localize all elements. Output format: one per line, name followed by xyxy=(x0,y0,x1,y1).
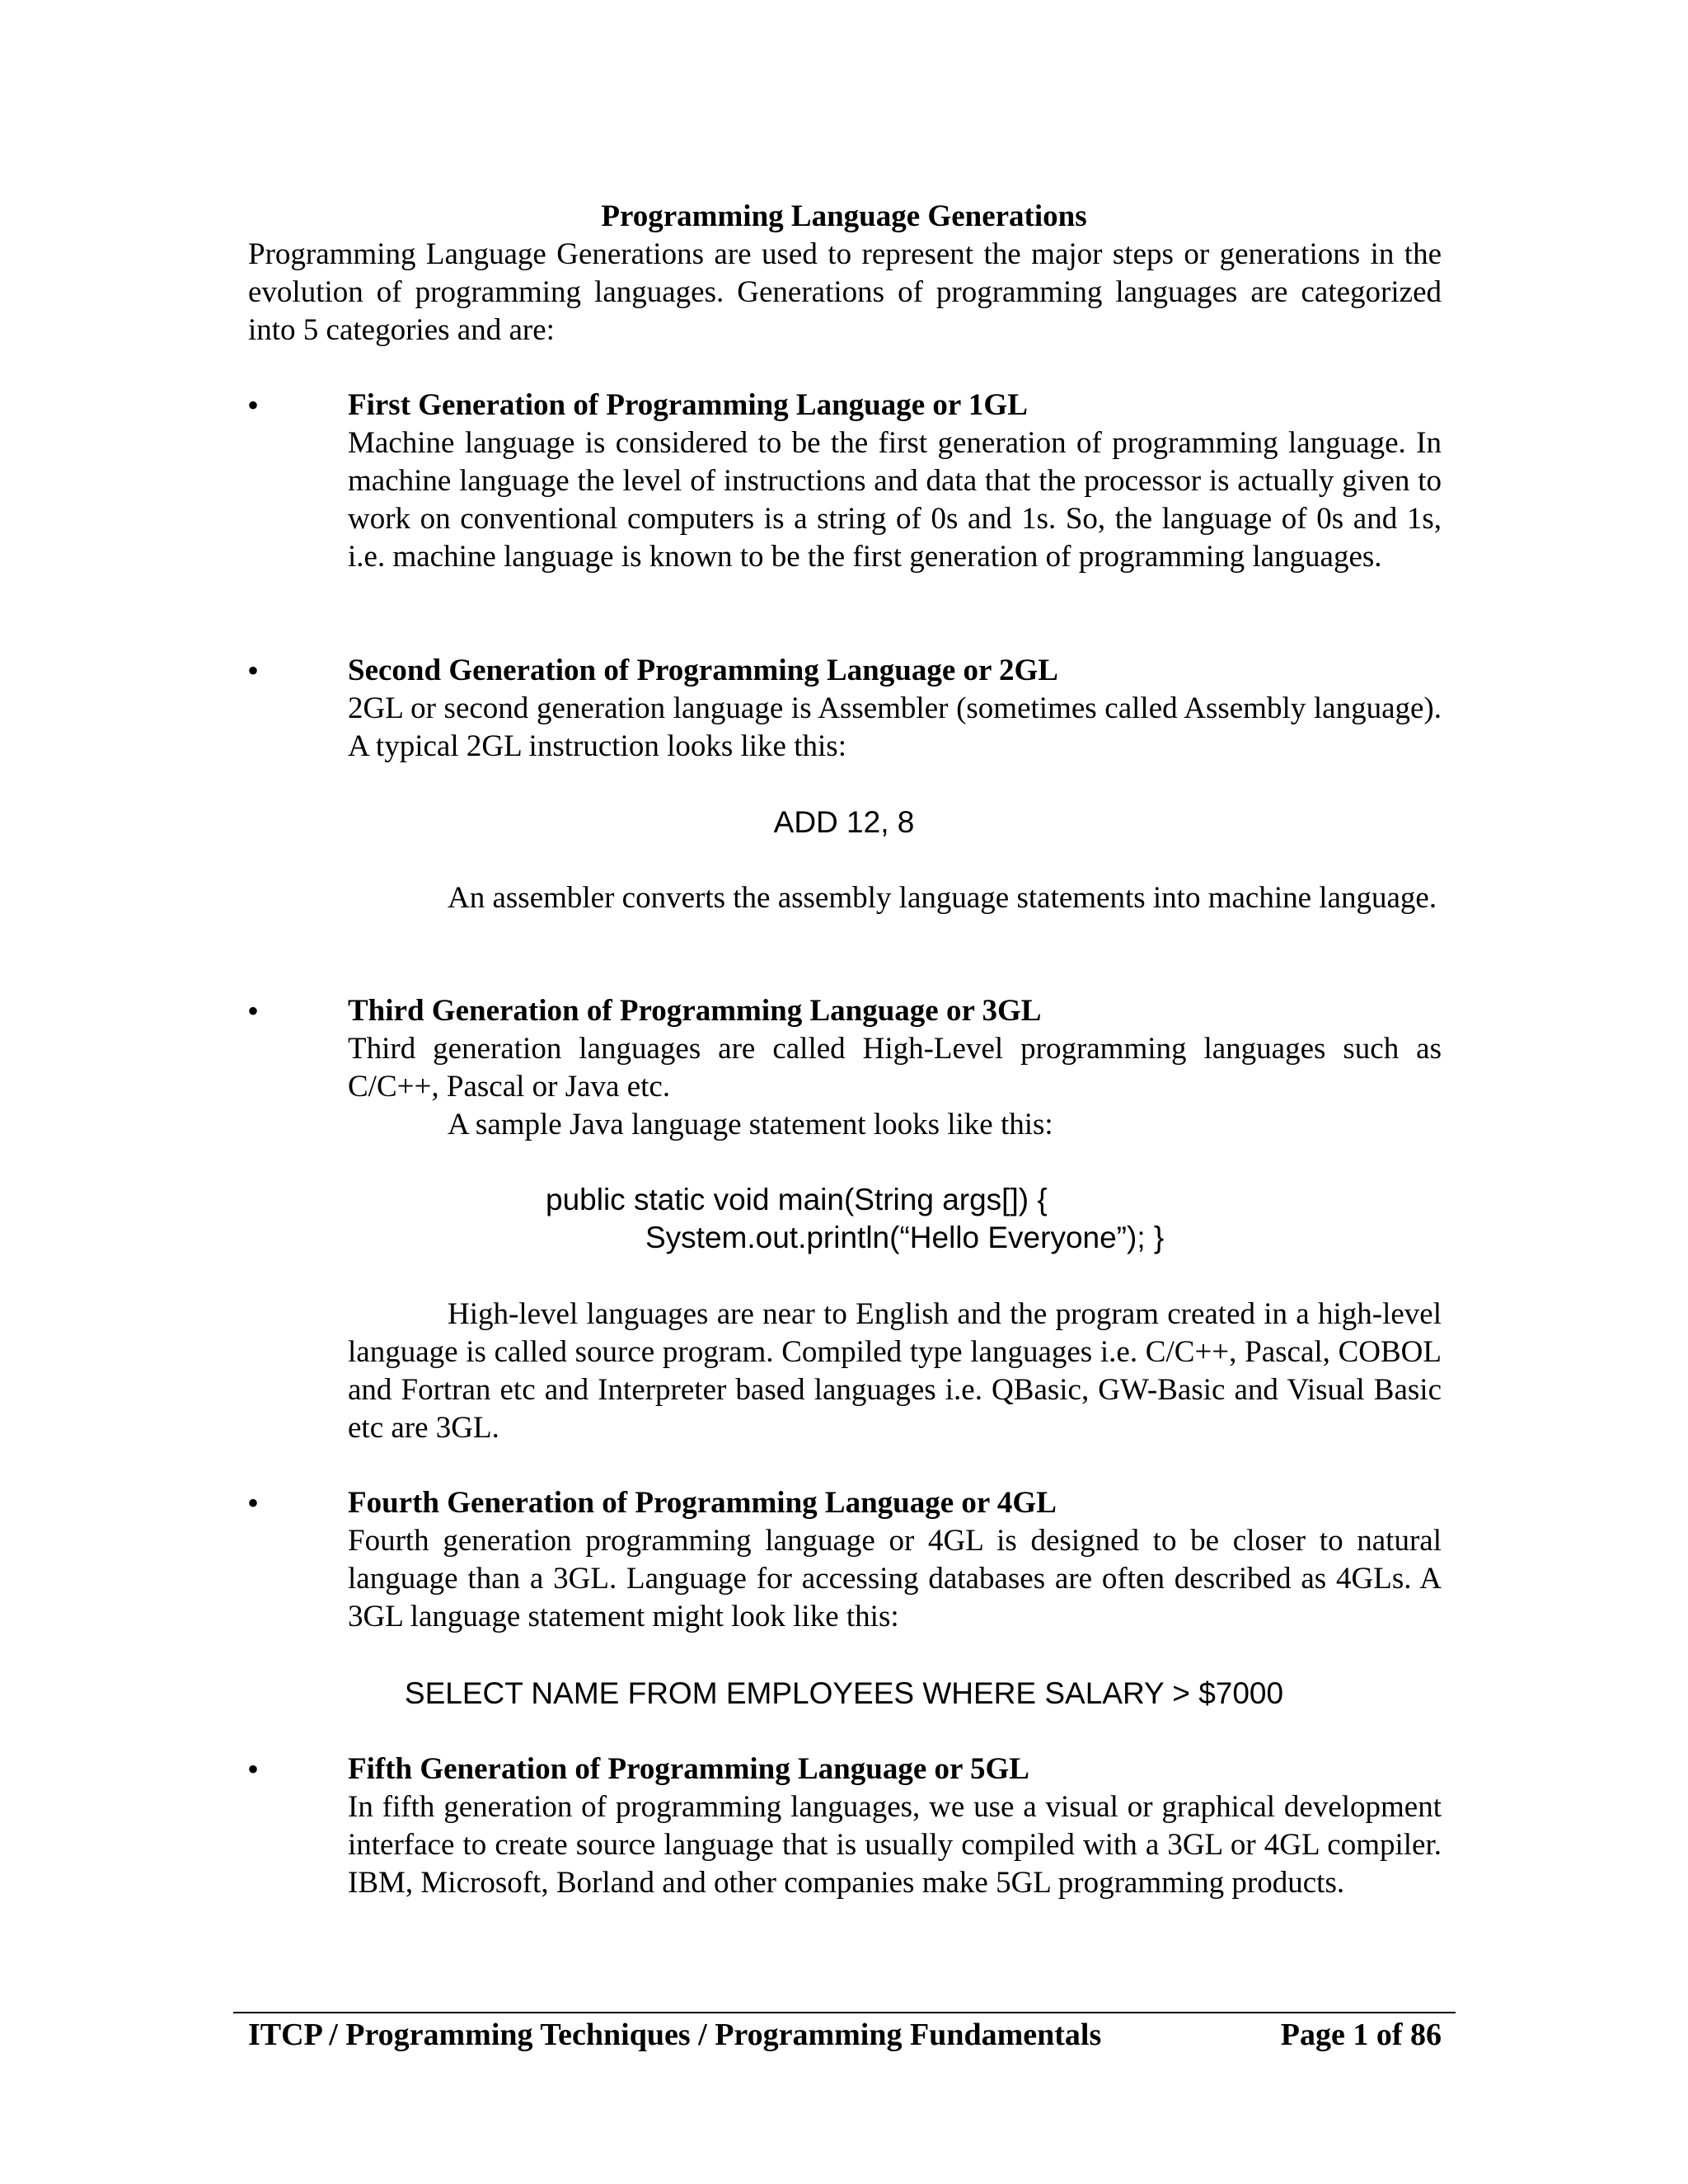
section-2-code: ADD 12, 8 xyxy=(773,805,915,839)
section-3-indented-line: A sample Java language statement looks like this: xyxy=(448,1108,1053,1141)
section-1-heading: First Generation of Programming Language or 1GL xyxy=(348,388,1028,422)
bullet-2: • xyxy=(247,652,260,689)
page-title: Programming Language Generations xyxy=(601,199,1087,233)
section-3-code-line-2: System.out.println(“Hello Everyone”); } xyxy=(645,1221,1165,1254)
section-1-body: Machine language is considered to be the first generation of programming language. In machine language the level of instructions and data that the processor is actually given to work on conventional computers is a string of 0s and 1s. So, the language of 0s and 1s, i.e. machine language is known to be the first generation of programming languages. xyxy=(348,426,1442,574)
section-4-heading: Fourth Generation of Programming Language or 4GL xyxy=(348,1486,1057,1520)
section-5-heading: Fifth Generation of Programming Language or 5GL xyxy=(348,1752,1029,1786)
footer-divider xyxy=(233,2012,1456,2013)
section-2-after-code: An assembler converts the assembly language statements into machine language. xyxy=(448,881,1437,915)
bullet-1: • xyxy=(247,387,260,424)
section-4-body: Fourth generation programming language or 4GL is designed to be closer to natural language than a 3GL. Language for accessing databases are often described as 4GLs. A 3GL language statement might look like this: xyxy=(348,1524,1442,1633)
intro-paragraph: Programming Language Generations are used to represent the major steps or generations in the evolution of programming languages. Generations of programming languages are categorized into 5 categories and are: xyxy=(248,237,1442,347)
bullet-4: • xyxy=(247,1484,260,1521)
bullet-5: • xyxy=(247,1750,260,1788)
footer-page-number: Page 1 of 86 xyxy=(1280,2018,1442,2052)
bullet-3: • xyxy=(247,992,260,1029)
section-5-body: In fifth generation of programming languages, we use a visual or graphical development interface to create source language that is usually compiled with a 3GL or 4GL compiler. IBM, Microsoft, Borland and other companies make 5GL programming products. xyxy=(348,1790,1442,1900)
footer-course-title: ITCP / Programming Techniques / Programming Fundamentals xyxy=(248,2018,1102,2052)
section-3-code-line-1: public static void main(String args[]) { xyxy=(546,1183,1048,1216)
section-4-code: SELECT NAME FROM EMPLOYEES WHERE SALARY > $7000 xyxy=(404,1676,1284,1710)
section-3-heading: Third Generation of Programming Language or 3GL xyxy=(348,994,1042,1028)
section-3-after-code: High-level languages are near to English and the program created in a high-level language is called source program. Compiled type languages i.e. C/C++, Pascal, COBOL and Fortran etc and Interpreter based languages i.e. QBasic, GW-Basic and Visual Basic etc are 3GL. xyxy=(348,1297,1442,1445)
section-2-heading: Second Generation of Programming Language or 2GL xyxy=(348,654,1058,687)
section-3-body: Third generation languages are called High-Level programming languages such as C/C++, Pascal or Java etc. xyxy=(348,1032,1442,1104)
section-2-body: 2GL or second generation language is Assembler (sometimes called Assembly language). A typical 2GL instruction looks like this: xyxy=(348,691,1442,763)
